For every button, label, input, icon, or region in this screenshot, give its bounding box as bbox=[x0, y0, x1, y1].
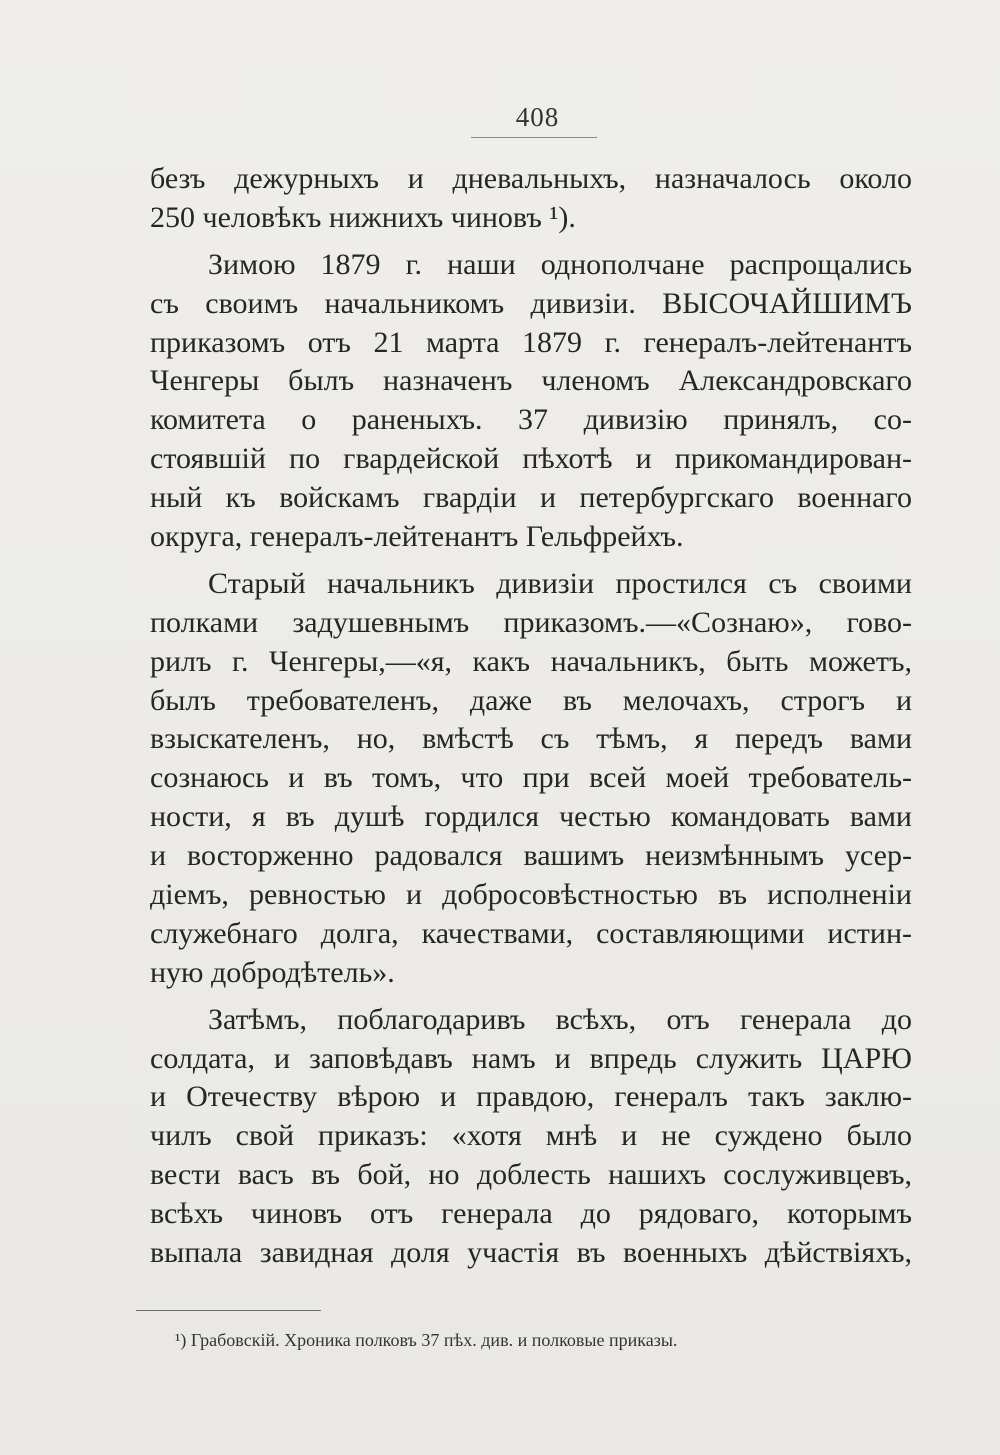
text-line: ную добродѣтель». bbox=[150, 955, 395, 989]
text-line: округа, генералъ-лейтенантъ Гельфрейхъ. bbox=[150, 520, 684, 554]
text-line: стоявшій по гвардейской пѣхотѣ и прикомандирован- bbox=[150, 442, 912, 476]
text-line: ности, я въ душѣ гордился честью командовать вами bbox=[150, 800, 912, 834]
text-line: всѣхъ чиновъ отъ генерала до рядоваго, которымъ bbox=[150, 1197, 912, 1231]
text-line: безъ дежурныхъ и дневальныхъ, назначалось около bbox=[150, 162, 912, 195]
text-line: сознаюсь и въ томъ, что при всей моей требователь- bbox=[150, 761, 912, 795]
text-line: Ченгеры былъ назначенъ членомъ Александровскаго bbox=[150, 364, 912, 398]
text-line: и восторженно радовался вашимъ неизмѣннымъ усер- bbox=[150, 839, 912, 873]
paragraph-start-line: Старый начальникъ дивизіи простился съ своими bbox=[208, 566, 912, 600]
text-line: 250 человѣкъ нижнихъ чиновъ ¹). bbox=[150, 200, 576, 234]
text-line: вести васъ въ бой, но доблесть нашихъ сослуживцевъ, bbox=[150, 1158, 912, 1192]
body-text bbox=[150, 160, 912, 1273]
text-line: чилъ свой приказъ: «хотя мнѣ и не суждено было bbox=[150, 1119, 912, 1153]
text-line: былъ требователенъ, даже въ мелочахъ, строгъ и bbox=[150, 683, 912, 717]
text-line: выпала завидная доля участія въ военныхъ дѣйствіяхъ, bbox=[150, 1236, 912, 1270]
header-rule bbox=[471, 137, 597, 138]
text-line: взыскателенъ, но, вмѣстѣ съ тѣмъ, я передъ вами bbox=[150, 722, 912, 756]
text-line: полками задушевнымъ приказомъ.—«Сознаю», гово- bbox=[150, 605, 912, 639]
text-line: и Отечеству вѣрою и правдою, генералъ такъ заклю- bbox=[150, 1080, 912, 1114]
text-line: ный къ войскамъ гвардіи и петербургскаго военнаго bbox=[150, 481, 912, 515]
text-line: солдата, и заповѣдавъ намъ и впредь служить ЦАРЮ bbox=[150, 1041, 912, 1075]
footnote: ¹) Грабовскій. Хроника полковъ 37 пѣх. див. и полковые приказы. bbox=[175, 1330, 678, 1350]
paragraph-start-line: Затѣмъ, поблагодаривъ всѣхъ, отъ генерала до bbox=[208, 1002, 912, 1036]
footnote-rule bbox=[136, 1310, 321, 1311]
text-line: рилъ г. Ченгеры,—«я, какъ начальникъ, быть можетъ, bbox=[150, 644, 912, 678]
text-line: комитета о раненыхъ. 37 дивизію принялъ, со- bbox=[150, 403, 912, 437]
text-line: приказомъ отъ 21 марта 1879 г. генералъ-лейтенантъ bbox=[150, 325, 912, 359]
paragraph-start-line: Зимою 1879 г. наши однополчане распрощались bbox=[208, 247, 912, 281]
page-number: 408 bbox=[515, 102, 560, 132]
text-line: съ своимъ начальникомъ дивизіи. ВЫСОЧАЙШИМЪ bbox=[150, 286, 912, 320]
text-line: діемъ, ревностью и добросовѣстностью въ исполненіи bbox=[150, 878, 912, 912]
text-line: служебнаго долга, качествами, составляющими истин- bbox=[150, 916, 912, 950]
